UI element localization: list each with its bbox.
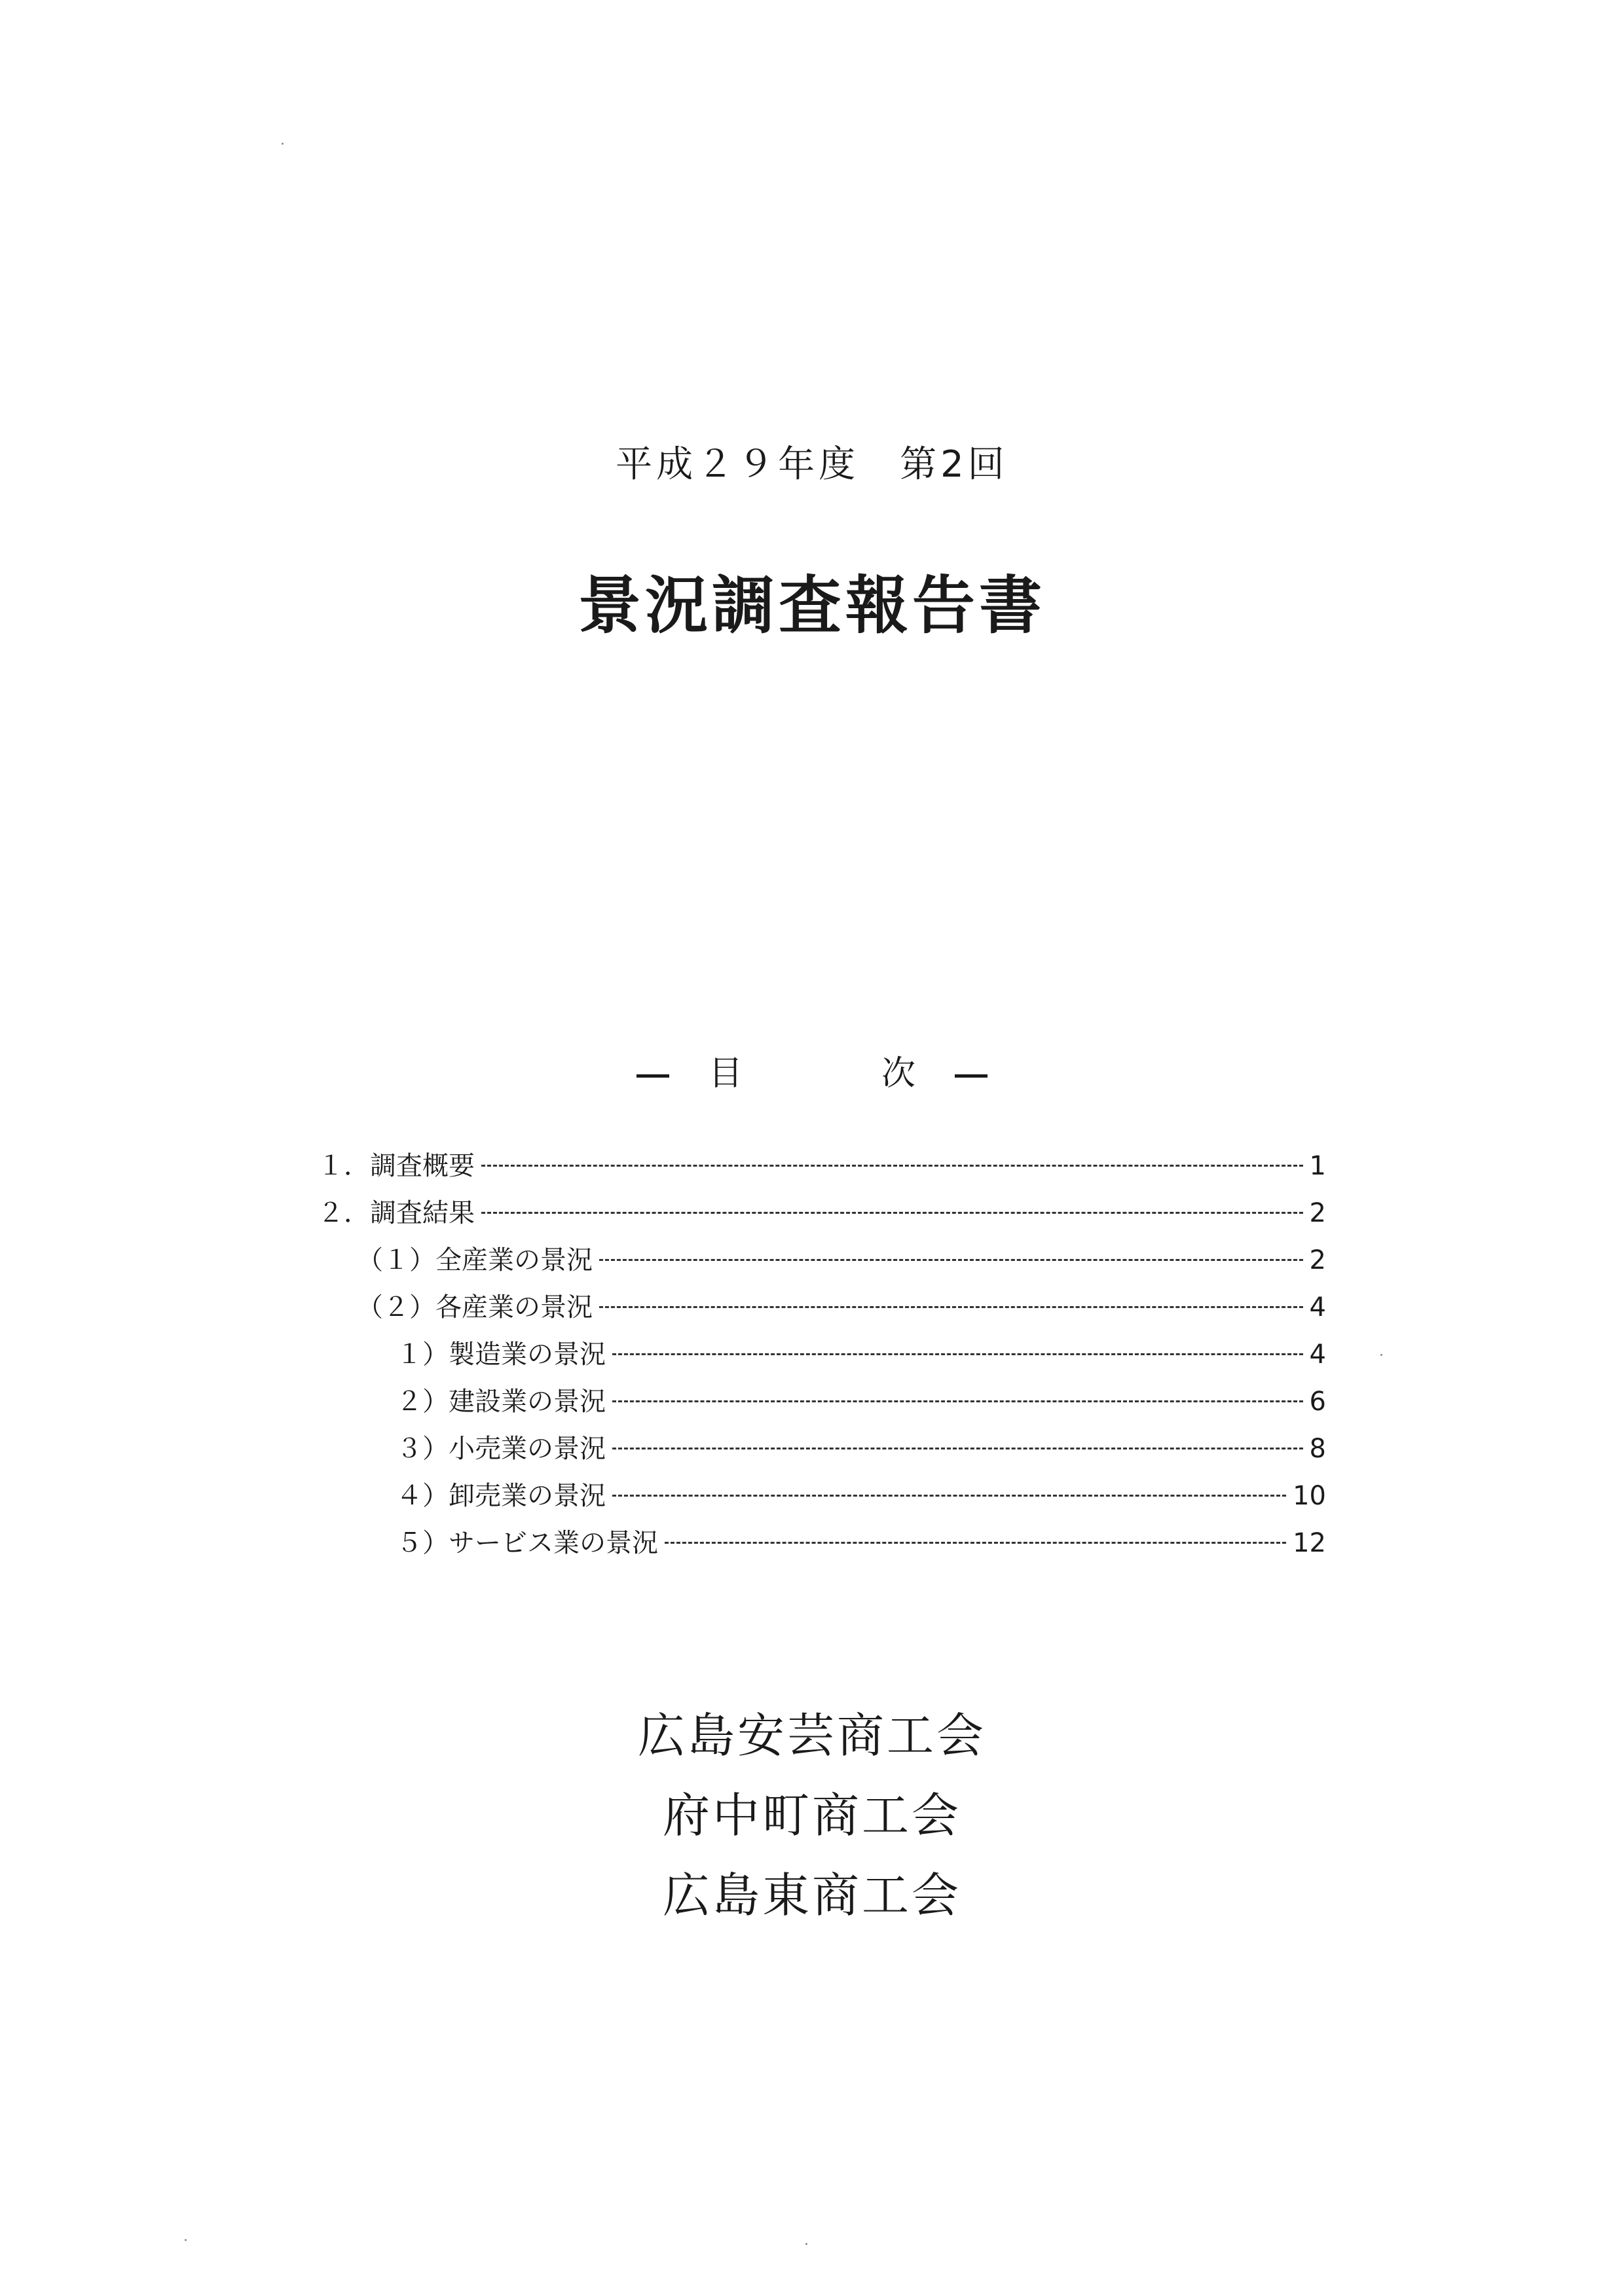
toc-leader	[612, 1448, 1303, 1449]
toc-entry	[318, 1425, 1326, 1472]
toc-entry-page: 4	[1309, 1339, 1326, 1370]
toc-entry-label: ５）サービス業の景況	[396, 1528, 658, 1558]
toc-heading	[0, 1048, 1624, 1100]
toc-leader	[612, 1495, 1286, 1497]
toc-leader	[612, 1400, 1303, 1402]
toc-entry-page: 10	[1293, 1481, 1326, 1511]
toc-entry-label: ２．調査結果	[318, 1198, 475, 1228]
report-period: 平成２９年度 第2回	[616, 443, 1008, 486]
toc-leader	[665, 1542, 1286, 1544]
toc-entry-label: １．調査概要	[318, 1151, 475, 1181]
toc-entry-page: 12	[1293, 1528, 1326, 1558]
organization-name: 広島安芸商工会	[637, 1708, 986, 1763]
toc-entry	[318, 1142, 1326, 1190]
toc-entry	[318, 1284, 1326, 1331]
toc-entry	[318, 1520, 1326, 1567]
toc-entry-page: 4	[1309, 1292, 1326, 1322]
report-title: 景況調査報告書	[578, 569, 1046, 642]
heading-dash-left	[637, 1074, 669, 1078]
toc-leader	[599, 1259, 1303, 1261]
toc-entry-label: （１）全産業の景況	[357, 1245, 593, 1275]
toc-entry-page: 2	[1309, 1245, 1326, 1275]
toc-entry-page: 2	[1309, 1198, 1326, 1228]
scan-speck	[1380, 1354, 1382, 1356]
toc-leader	[612, 1353, 1303, 1355]
table-of-contents	[318, 1142, 1326, 1567]
publisher-block	[0, 1696, 1624, 1935]
toc-entry	[318, 1472, 1326, 1520]
toc-entry	[318, 1237, 1326, 1284]
organization-name: 広島東商工会	[662, 1868, 961, 1923]
toc-entry-label: ４）卸売業の景況	[396, 1481, 606, 1511]
toc-entry	[318, 1378, 1326, 1425]
heading-dash-right	[955, 1074, 987, 1078]
toc-heading-text: 目 次	[708, 1054, 968, 1093]
toc-entry-label: ２）建設業の景況	[396, 1387, 606, 1417]
toc-leader	[481, 1165, 1303, 1167]
scan-speck	[805, 2243, 807, 2245]
toc-entry-label: ３）小売業の景況	[396, 1434, 606, 1464]
scan-speck	[282, 143, 284, 145]
toc-entry-page: 8	[1309, 1434, 1326, 1464]
toc-leader	[599, 1306, 1303, 1308]
toc-entry-page: 6	[1309, 1387, 1326, 1417]
toc-entry-label: １）製造業の景況	[396, 1339, 606, 1370]
organization-name: 府中町商工会	[662, 1788, 961, 1843]
scan-speck	[185, 2239, 187, 2241]
toc-entry-page: 1	[1309, 1151, 1326, 1181]
toc-leader	[481, 1212, 1303, 1214]
toc-entry-label: （２）各産業の景況	[357, 1292, 593, 1322]
toc-entry	[318, 1190, 1326, 1237]
toc-entry	[318, 1331, 1326, 1378]
